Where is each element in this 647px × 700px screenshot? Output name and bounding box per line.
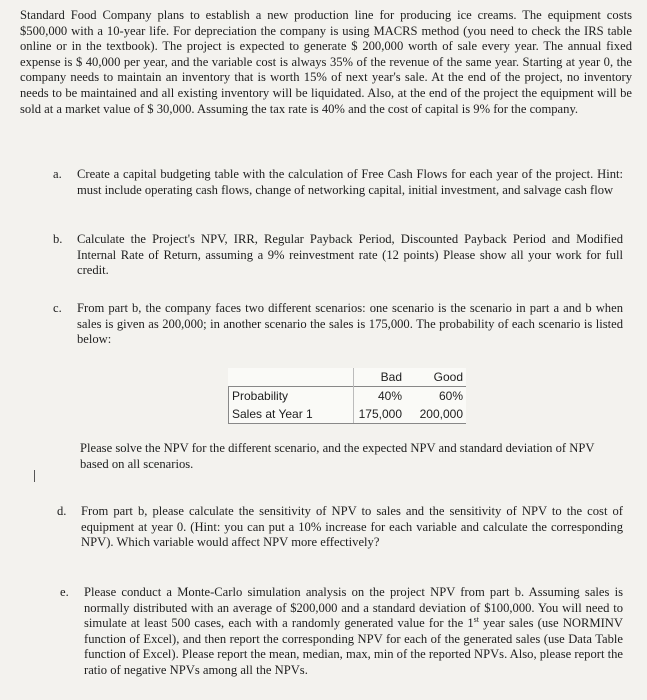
question-e-label: e. — [60, 585, 69, 599]
question-c-followup: Please solve the NPV for the different scenario, and the expected NPV and standard deviation of NPV based on all scenarios. — [80, 441, 595, 471]
row-label-sales: Sales at Year 1 — [229, 405, 354, 424]
row-label-probability: Probability — [229, 387, 354, 406]
sales-good: 200,000 — [405, 405, 466, 424]
question-b-text: Calculate the Project's NPV, IRR, Regular Payback Period, Discounted Payback Period and Modified Internal Rate of Return, assuming a 9% reinvestment rate (12 points) Please show all your work for full credit. — [77, 232, 623, 278]
scenario-table-corner — [229, 368, 354, 387]
question-e — [60, 585, 623, 679]
scenario-header-bad: Bad — [380, 370, 402, 384]
question-c — [53, 301, 623, 348]
question-b — [53, 232, 623, 279]
question-d-text: From part b, please calculate the sensitivity of NPV to sales and the sensitivity of NPV to the cost of equipment at year 0. (Hint: you can put a 10% increase for each variable and calculate the corresponding NPV). Which variable would affect NPV more effectively? — [81, 504, 623, 550]
probability-bad: 40% — [354, 387, 406, 406]
superscript-st: st — [473, 615, 479, 624]
scenario-table — [228, 368, 466, 424]
question-e-text-part1: Please conduct a Monte-Carlo simulation analysis on the project NPV from part b. Assuming sales is normally distributed with an average of $200,000 and a standard deviation of $100,000. You will need to simulate at least 500 cases, each with a randomly generated value for the 1 — [84, 585, 623, 631]
table-row — [229, 405, 467, 424]
margin-mark — [34, 470, 35, 482]
question-d-label: d. — [57, 504, 67, 518]
question-a-text: Create a capital budgeting table with the calculation of Free Cash Flows for each year of the project. Hint: must include operating cash flows, change of networking capital, initial investment, and salvage cash flow — [77, 167, 623, 197]
question-c-label: c. — [53, 301, 62, 315]
question-e-text-part2: year sales (use NORMINV function of Excel), and then report the corresponding NPV for each of the generated sales (use Data Table function of Excel). Please report the mean, median, max, min of the reported NPVs. Also, please report the ratio of negative NPVs among all the NPVs. — [84, 616, 623, 677]
question-b-label: b. — [53, 232, 63, 246]
table-row — [229, 387, 467, 406]
question-a — [53, 167, 623, 198]
question-a-label: a. — [53, 167, 62, 181]
scenario-header-good: Good — [433, 370, 463, 384]
question-d — [57, 504, 623, 551]
problem-intro: Standard Food Company plans to establish a new production line for producing ice creams. The equipment costs $500,000 with a 10-year life. For depreciation the company is using MACRS method (you need to check the IRS table online or in the textbook). The project is expected to generate $ 200,000 worth of sale every year. The annual fixed expense is $ 40,000 per year, and the variable cost is always 35% of the revenue of the same year. Starting at year 0, the company needs to maintain an inventory that is worth 15% of next year's sale. At the end of the project, no inventory needs to be maintained and all existing inventory will be liquidated. Also, at the end of the project the equipment will be sold at a market value of $ 30,000. Assuming the tax rate is 40% and the cost of capital is 9% for the company. — [20, 8, 632, 116]
question-e-text — [84, 585, 623, 679]
sales-bad: 175,000 — [354, 405, 406, 424]
probability-good: 60% — [405, 387, 466, 406]
question-c-text: From part b, the company faces two different scenarios: one scenario is the scenario in part a and b when sales is given as 200,000; in another scenario the sales is 175,000. The probability of each scenario is listed below: — [77, 301, 623, 347]
